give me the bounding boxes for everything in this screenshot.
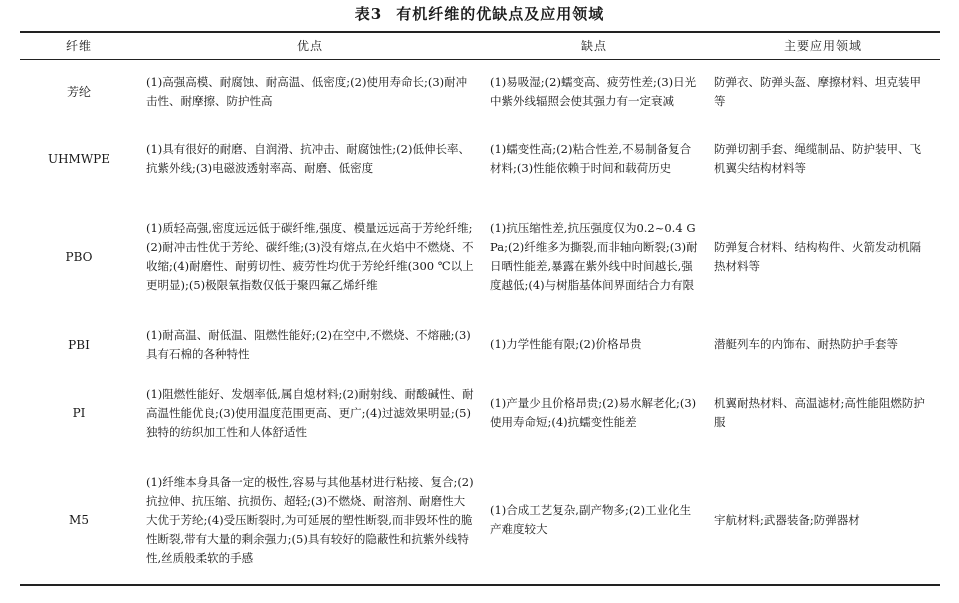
disadvantages-cell: (1)易吸湿;(2)蠕变高、疲劳性差;(3)日光中紫外线辐照会使其强力有一定衰减	[490, 74, 697, 108]
fiber-name-cell: PBI	[68, 337, 90, 352]
table-row	[20, 321, 940, 370]
disadvantages-cell: (1)产量少且价格昂贵;(2)易水解老化;(3)使用寿命短;(4)抗蠕变性能差	[490, 396, 697, 429]
header-advantages: 优点	[296, 38, 323, 53]
table-number: 表3	[354, 5, 383, 23]
fiber-name-cell: UHMWPE	[47, 151, 111, 166]
applications-cell: 潜艇列车的内饰布、耐热防护手套等	[714, 337, 898, 351]
disadvantages-cell: (1)蠕变性高;(2)粘合性差,不易制备复合材料;(3)性能依赖于时间和载荷历史	[490, 141, 692, 175]
table-body	[20, 60, 940, 585]
fiber-name-cell: PBO	[65, 249, 93, 264]
table-header	[20, 32, 940, 60]
table-title: 有机纤维的优缺点及应用领域	[396, 5, 605, 23]
table-caption	[0, 4, 959, 24]
fiber-name-cell: M5	[69, 513, 89, 527]
applications-cell: 防弹切割手套、绳缆制品、防护装甲、飞机翼尖结构材料等	[714, 141, 921, 175]
applications-cell: 防弹复合材料、结构构件、火箭发动机隔热材料等	[714, 239, 921, 273]
disadvantages-cell: (1)抗压缩性差,抗压强度仅为0.2~0.4 GPa;(2)纤维多为撕裂,而非轴向断裂;(3)耐日晒性能差,暴露在紫外线中时间越长,强度越低;(4)与树脂基体间界面结合力有限	[490, 220, 698, 292]
table-row	[20, 458, 940, 585]
table-row	[20, 194, 940, 321]
applications-cell: 宇航材料;武器装备;防弹器材	[714, 512, 860, 527]
advantages-cell: (1)具有很好的耐磨、自润滑、抗冲击、耐腐蚀性;(2)低伸长率、抗紫外线;(3)电磁波透射率高、耐磨、低密度	[146, 141, 470, 175]
table-row	[20, 370, 940, 458]
advantages-cell: (1)高强高模、耐腐蚀、耐高温、低密度;(2)使用寿命长;(3)耐冲击性、耐摩擦、防护性高	[146, 74, 468, 108]
advantages-cell: (1)耐高温、耐低温、阻燃性能好;(2)在空中,不燃烧、不熔融;(3)具有石棉的各种特性	[146, 327, 471, 361]
fiber-name-cell: PI	[72, 406, 86, 420]
fiber-comparison-table	[20, 31, 940, 586]
header-disadvantages: 缺点	[580, 38, 607, 53]
header-applications: 主要应用领域	[783, 38, 862, 53]
fiber-name-cell: 芳纶	[66, 84, 91, 99]
applications-cell: 机翼耐热材料、高温滤材;高性能阻燃防护服	[714, 396, 925, 429]
advantages-cell: (1)纤维本身具备一定的极性,容易与其他基材进行粘接、复合;(2)抗拉伸、抗压缩、抗损伤、超轻;(3)不燃烧、耐溶剂、耐磨性大大优于芳纶;(4)受压断裂时,为可延展的塑性断裂,而非毁坏性的脆性断裂,带有大量的剩余强力;(5)具有较好的隐蔽性和抗紫外线特性,丝质般柔软的手感	[146, 474, 474, 565]
header-fiber: 纤维	[65, 38, 92, 53]
header-row	[20, 32, 940, 60]
advantages-cell: (1)阻燃性能好、发烟率低,属自熄材料;(2)耐射线、耐酸碱性、耐高温性能优良;(3)使用温度范围更高、更广;(4)过滤效果明显;(5)独特的纺织加工性和人体舒适性	[146, 386, 474, 439]
applications-cell: 防弹衣、防弹头盔、摩擦材料、坦克装甲等	[714, 74, 921, 108]
disadvantages-cell: (1)力学性能有限;(2)价格昂贵	[490, 337, 642, 351]
table-row	[20, 125, 940, 194]
advantages-cell: (1)质轻高强,密度远远低于碳纤维,强度、模量远远高于芳纶纤维;(2)耐冲击性优于芳纶、碳纤维;(3)没有熔点,在火焰中不燃烧、不收缩;(4)耐磨性、耐剪切性、疲劳性均优于芳纶纤维(300 ℃以上更明显);(5)极限氧指数仅低于聚四氟乙烯纤维	[146, 220, 474, 292]
disadvantages-cell: (1)合成工艺复杂,副产物多;(2)工业化生产难度较大	[490, 503, 692, 536]
table-row	[20, 60, 940, 125]
